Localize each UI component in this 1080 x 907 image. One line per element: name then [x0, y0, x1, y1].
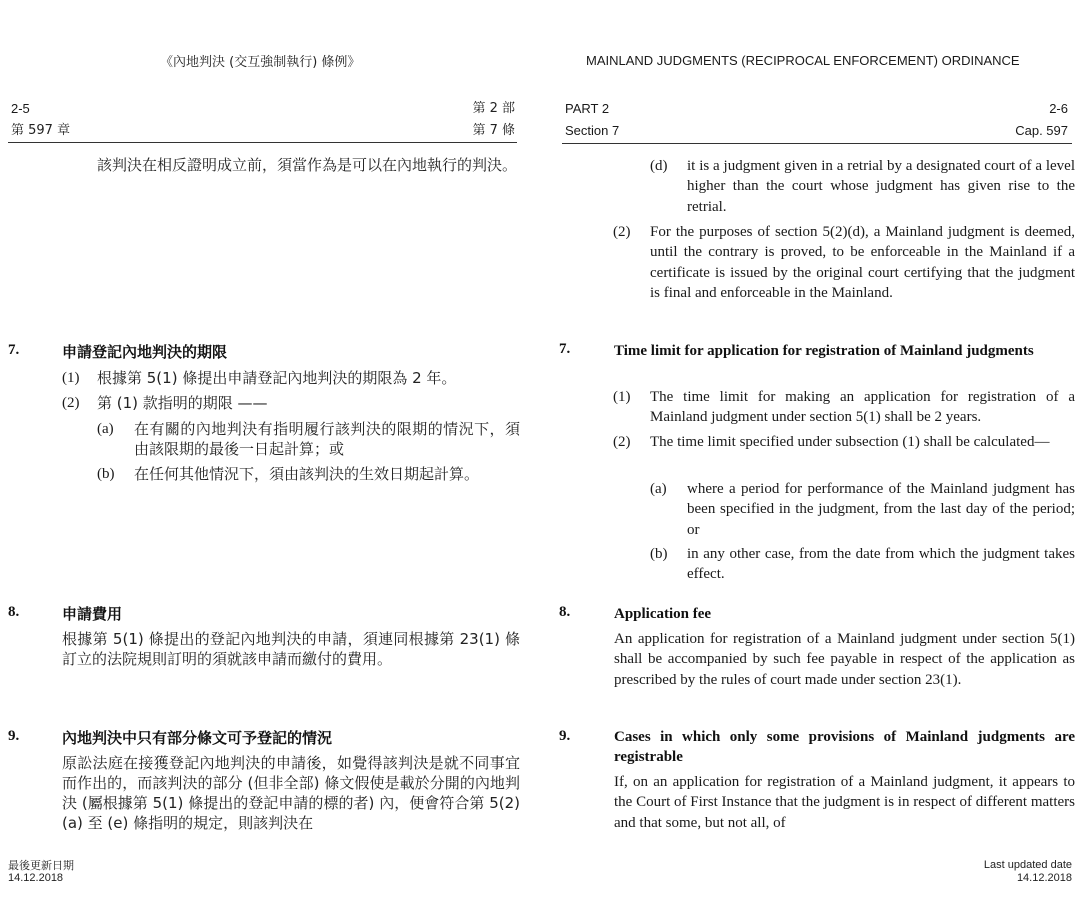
en-section-8-number: 8.: [559, 604, 571, 620]
right-part: PART 2: [565, 101, 610, 116]
zh-s7-1-label: (1): [62, 370, 80, 386]
zh-section-8-title: 申請費用: [62, 605, 123, 623]
right-header-rule: [562, 143, 1072, 144]
en-section-9-title: Cases in which only some provisions of Mainland judgments are registrable: [614, 729, 1075, 766]
en-section-8-title: Application fee: [614, 606, 712, 622]
right-page-number: 2-6: [1049, 101, 1068, 116]
zh-section-7-title: 申請登記內地判決的期限: [62, 343, 228, 361]
en-s7-2a-text: where a period for performance of the Mainland judgment has been specified in the judgment, from the last day of the period; or: [687, 481, 1075, 538]
en-s7-2b-label: (b): [650, 546, 668, 562]
en-s7-2-label: (2): [613, 434, 631, 450]
zh-s7-2a-label: (a): [97, 421, 114, 437]
zh-s7-2-text: 第 (1) 款指明的期限 ——: [97, 394, 268, 412]
right-section: Section 7: [565, 123, 620, 138]
en-s7-1-text: The time limit for making an application for registration of a Mainland judgment under section 5(1) shall be 2 years.: [650, 389, 1075, 426]
zh-section-9-text: 原訟法庭在接獲登記內地判決的申請後，如覺得該判決是就不同事宜而作出的，而該判決的部分 (但非全部) 條文假使是載於分開的內地判決 (屬根據第 5(1) 條提出的登記申請的標的者) 內，便會符合第 5(2)(a) 至 (e) 條指明的規定，則該判決在: [62, 754, 520, 832]
zh-section-8-number: 8.: [8, 604, 20, 620]
zh-s7-2b-label: (b): [97, 466, 115, 482]
left-chapter: 第 597 章: [11, 123, 71, 138]
en-s6-1d-text: it is a judgment given in a retrial by a designated court of a level higher than the court whose judgment has given rise to the retrial.: [687, 158, 1075, 215]
running-head-english: MAINLAND JUDGMENTS (RECIPROCAL ENFORCEMENT) ORDINANCE: [586, 53, 1020, 68]
en-footer-date: 14.12.2018: [1016, 872, 1072, 884]
zh-section-8-text: 根據第 5(1) 條提出的登記內地判決的申請，須連同根據第 23(1) 條訂立的法院規則訂明的須就該申請而繳付的費用。: [62, 630, 520, 668]
zh-s7-2a-text: 在有關的內地判決有指明履行該判決的限期的情況下，須由該限期的最後一日起計算；或: [134, 420, 520, 458]
right-cap: Cap. 597: [1015, 123, 1068, 138]
zh-footer: [8, 859, 74, 885]
left-header-rule: [8, 142, 517, 143]
zh-section-9-number: 9.: [8, 728, 20, 744]
en-s7-2b-text: in any other case, from the date from which the judgment takes effect.: [687, 546, 1075, 583]
en-section-8-text: An application for registration of a Mainland judgment under section 5(1) shall be accompanied by such fee payable in respect of the application as prescribed by the rules of court made under section 23(1).: [614, 631, 1075, 688]
zh-section-7-number: 7.: [8, 342, 20, 358]
zh-s7-2b-text: 在任何其他情況下，須由該判決的生效日期起計算。: [134, 465, 480, 483]
en-footer: [984, 859, 1072, 885]
zh-s7-2-label: (2): [62, 395, 80, 411]
en-s6-1d-label: (d): [650, 158, 668, 174]
zh-continuation-paragraph: 該判決在相反證明成立前，須當作為是可以在內地執行的判決。: [97, 156, 518, 174]
en-footer-label: Last updated date: [983, 859, 1072, 871]
left-page-number: 2-5: [11, 101, 30, 116]
en-section-9-number: 9.: [559, 728, 571, 744]
zh-s7-1-text: 根據第 5(1) 條提出申請登記內地判決的期限為 2 年。: [97, 369, 457, 387]
en-s6-2-text: For the purposes of section 5(2)(d), a Mainland judgment is deemed, until the contrary is proved, to be enforceable in the Mainland if a certificate is issued by the original court certifying that the judgment is final and enforceable in the Mainland.: [650, 224, 1075, 302]
left-part: 第 2 部: [472, 101, 515, 116]
en-s6-2-label: (2): [613, 224, 631, 240]
left-section: 第 7 條: [472, 123, 515, 138]
zh-section-9-title: 內地判決中只有部分條文可予登記的情況: [62, 729, 333, 747]
running-head-chinese: 《內地判決 (交互強制執行) 條例》: [160, 55, 361, 70]
zh-footer-date: 14.12.2018: [8, 872, 64, 884]
en-section-7-title: Time limit for application for registration of Mainland judgments: [614, 343, 1034, 359]
en-section-7-number: 7.: [559, 341, 571, 357]
en-section-9-text: If, on an application for registration of a Mainland judgment, it appears to the Court of First Instance that the judgment is in respect of different matters and that some, but not all, of: [614, 774, 1075, 831]
zh-footer-label: 最後更新日期: [8, 859, 74, 872]
en-s7-2-text: The time limit specified under subsection (1) shall be calculated—: [650, 434, 1050, 450]
en-s7-1-label: (1): [613, 389, 631, 405]
en-s7-2a-label: (a): [650, 481, 667, 497]
